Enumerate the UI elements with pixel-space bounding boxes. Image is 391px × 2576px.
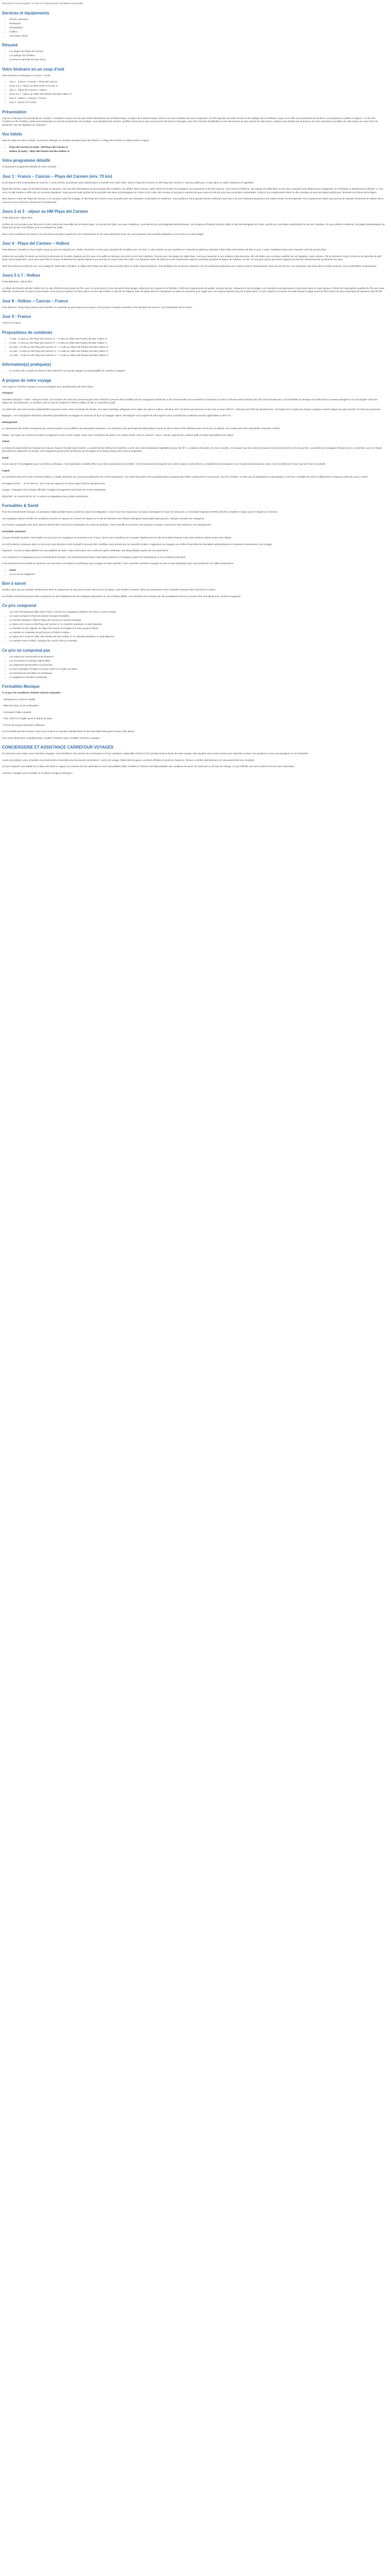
day-paragraph: Profitez de vos journées pour découvrir à votre rythme les merveilles de la Riviera Maya. Le cénote Dos Ojos, aux eaux cristallines, vous attend pour une baignade rafraîchissante. Les amateurs d'histoire pourront visiter le site archéologique de Tulum, perché sur une falaise surplombant la mer des Caraïbes. Si vous préférez la détente, les plages paradisiaques de Playa del Carmen sont idéales pour se prélasser au soleil. — [2, 223, 385, 229]
day-title: Jour 1 : France – Cancún – Playa del Carmen (env. 70 km) — [2, 174, 112, 179]
list-item: • Le transfert en bus régulier de Playa del Carmen à Chiquilá et le ferry jusqu'à Holbox — [9, 627, 385, 631]
list-item: • Les vols internationaux aller-retour Paris / Cancún sur compagnie régulière (vol direct ou avec escale) — [9, 611, 385, 614]
list-item: • 9 nuits : 3 nuits au HM Playa del Carmen 4* + 6 nuits au Villas HM Paraíso del Mar Holbox 4* — [9, 342, 385, 345]
mexico-formalities-title: Formalités Mexique — [2, 684, 40, 689]
presentation-section — [2, 110, 385, 127]
condition-line: - Billet de retour ou de continuation — [2, 704, 39, 707]
hotels-intro: Dans le cadre de votre combiné, vous serez hébergé en chambre standard dans des hôtels 4* à Playa del Carmen et Holbox selon le séjour : — [2, 139, 151, 142]
health-list — [2, 569, 385, 577]
day-paragraph: Petit déjeuner. Transfert en bus régulier jusqu'au port de Chiquilá (env. 3h30). Traversée en ferry pour rejoindre l'île d'Holbox (env. 20 min). À votre arrivée au port, transfert en voiturette de golf pour rejoindre l'hôtel Villas HM Paraíso del Mar 4* pour 4 nuits. Installation dans votre chambre et fin de journée libre. — [2, 248, 327, 251]
included-list — [2, 611, 385, 643]
concierge-title: CONCIERGERIE ET ASSISTANCE CARREFOUR VOYAGES — [2, 745, 113, 750]
list-item: • Les dépenses personnelles et pourboires — [9, 664, 385, 667]
condition-line: - Formulaire FMM complété — [2, 710, 31, 714]
about-trip-paragraph: Transferts aéroport – hôtel – aéroport inclus. Les horaires des vols sont communiqués à titre indicatif et peuvent être modifiés par les compagnies aériennes. Il est recommandé de se présenter à l'aéroport au moins 3 heures avant le départ pour les vols internationaux. Les transferts au Mexique sont effectués en navette partagée ou en bus régulier selon les étapes de votre itinéraire. Le transfert entre le port de Chiquilá et l'hôtel à Holbox se fait en voiturette de golf. — [2, 398, 378, 404]
list-item: • 7 nuits : 3 nuits au HM Playa del Carmen 4* + 4 nuits au Villas HM Paraíso del Mar Holbox 4* — [9, 337, 385, 341]
list-item: • Piscine extérieure — [9, 18, 385, 22]
list-item: • Jour 1 : France > Cancún > Playa del Carmen — [9, 80, 385, 84]
day-paragraph: Envol depuis Paris à destination de Cancún. À votre arrivée, accueil par notre représentant et transfert vers votre hôtel. Situé à Playa del Carmen, le HM Playa del Carmen 4* vous accueille pour 3 nuits dans un cadre chaleureux et agréable. — [2, 181, 254, 184]
combos-list — [2, 337, 385, 358]
day-paragraph: Petits déjeuners. Séjour libre. — [2, 216, 34, 219]
mexico-formalities-paragraph: Pour toute information complémentaire, veuillez contacter votre conseiller Carrefour Voyages. — [2, 736, 101, 739]
list-item: • Jour 8 : Holbox > Cancún > France — [9, 97, 385, 100]
program-title: Votre programme détaillé — [2, 158, 51, 163]
about-trip-paragraph: Langue : l'espagnol est la langue officielle, l'anglais est largement parlé dans les zones touristiques. — [2, 488, 107, 491]
good-to-know-title: Bon à savoir — [2, 581, 26, 586]
itinerary-summary-intro: Votre itinéraire au Mexique en 9 jours / 7 nuits : — [2, 74, 52, 77]
formalities-paragraph: Aucune formalité sanitaire n'est exigée à ce jour pour les voyageurs en provenance de France. Nous vous conseillons de consulter régulièrement le site de l'Institut Pasteur et de votre médecin traitant avant votre départ. — [2, 536, 232, 539]
practical-info-title: Information(s) pratique(s) — [2, 362, 51, 367]
list-item: • La taxe touristique d'Holbox et la taxe VISITAX à régler sur place — [9, 668, 385, 671]
list-item: • Le transfert aéroport / hôtel à Playa del Carmen en navette partagée — [9, 619, 385, 622]
mexico-formalities-paragraph: Les formalités peuvent évoluer. Nous vous invitons à consulter régulièrement le site www.diplomatie.gouv.fr avant votre départ. — [2, 730, 135, 733]
formalities-paragraph: Les informations contenues dans ce document sont données à titre indicatif et peuvent être modifiées sans préavis par les autorités locales. Il appartient au voyageur de vérifier l'ensemble des formalités administratives et sanitaires nécessaires à son voyage. — [2, 543, 273, 546]
concierge-paragraph: En réservant votre séjour avec Carrefour Voyages, vous bénéficiez d'un service de conciergerie et d'une assistance disponible 24h/24 et 7j/7 pendant toute la durée de votre voyage. Nos équipes sont à votre écoute pour répondre à toutes vos questions et vous accompagner en cas d'imprévu. — [2, 752, 309, 755]
not-included-title: Ce prix ne comprend pas — [2, 648, 51, 653]
list-item: • Le séjour de 3 nuits au HM Playa del Carmen 4* en chambre standard, en petit déjeuner — [9, 623, 385, 626]
good-to-know-section — [2, 581, 385, 598]
list-item: • 14 nuits : 7 nuits au HM Playa del Carmen 4* + 7 nuits au Villas HM Paraíso del Mar Holbox 4* — [9, 354, 385, 358]
practical-info-section — [2, 362, 385, 373]
combos-title: Propositions de combinés — [2, 330, 53, 335]
list-item: • Le séjour de 4 nuits au Villas HM Paraíso del Mar Holbox 4* en chambre standard, en petit déjeuner — [9, 635, 385, 639]
good-to-know-paragraph: Veuillez noter que les activités mentionnées dans le programme ne sont pas incluses dans le prix du séjour, sauf mention contraire. Elles sont proposées à titre indicatif et peuvent être réservées sur place. — [2, 588, 216, 591]
formalities-title: Formalités & Santé — [2, 503, 39, 508]
included-title: Ce prix comprend — [2, 603, 37, 608]
subheading: Santé — [2, 456, 9, 459]
subheading: Formalités sanitaires — [2, 530, 26, 533]
services-list — [2, 18, 385, 38]
hotels-list — [2, 146, 385, 154]
day-title: Jours 5 à 7 : Holbox — [2, 273, 41, 278]
about-trip-title: A propos de votre voyage — [2, 378, 52, 383]
intro-line: Découvrez le jour proposé ! Ce prix ne comprend pas Formalités Covid guide — [2, 2, 84, 5]
concierge-paragraph: Avant votre départ, votre conseiller vous transmettra l'ensemble des documents nécessaires : carnet de voyage, billets électroniques, vouchers d'hôtels et numéros d'urgence. Pensez à vérifier attentivement ces documents dès leur réception. — [2, 758, 255, 761]
hotels-section — [2, 132, 385, 153]
good-to-know-paragraph: Les hôtels mentionnés peuvent être remplacés par des établissements de catégorie équivalente en cas d'indisponibilité. Les transferts sont assurés par des prestataires locaux et peuvent être mutualisés avec d'autres voyageurs. — [2, 595, 241, 598]
condition-line: - Taxe VISITAX à régler avant le départ du pays — [2, 717, 52, 720]
formalities-paragraph: Ces conditions ne s'appliquent qu'aux ressortissants français. Les ressortissants d'autres nationalités doivent se renseigner auprès de l'ambassade ou du consulat du Mexique. — [2, 555, 186, 558]
day-title: Jours 2 et 3 : séjour au HM Playa del Carmen — [2, 209, 88, 214]
list-item: • Holbox (4 nuits) : Villas HM Paraíso del Mar Holbox 4* — [9, 150, 385, 154]
list-item: • Les plages de Playa del Carmen — [9, 50, 385, 54]
list-item: • 11 nuits : 5 nuits au HM Playa del Carmen 4* + 6 nuits au Villas HM Paraíso del Mar Holbox 4* — [9, 350, 385, 353]
about-trip-paragraph: Décalage horaire : - 7h en hiver et - 6h en été par rapport à la France dans l'État de Quintana Roo. — [2, 482, 106, 485]
list-item: • Jour 4 : Playa del Carmen > Holbox — [9, 89, 385, 92]
subheading: Hébergement — [2, 420, 18, 423]
day-title: Jour 4 : Playa del Carmen – Holbox — [2, 241, 70, 246]
subheading: Transport — [2, 392, 13, 394]
list-item: • Les assurances annulation et multirisque — [9, 672, 385, 675]
list-item: • Le supplément chambre individuelle — [9, 676, 385, 680]
list-item: • Jours 2 à 3 : séjour au Mimi Hotel & Cenote 4* — [9, 84, 385, 88]
about-trip-paragraph: Les tarifs des vols sont soumis à disponibilité et peuvent varier selon la période de l'année. Une taxe touristique obligatoire est à régler sur place à Holbox, d'environ 30 à 40 pesos par personne et par nuit. La taxe VISITAX, instaurée par l'État de Quintana Roo, est également à régler par chaque voyageur avant le départ du pays (environ 20 USD par personne). — [2, 408, 381, 411]
document-page — [0, 0, 387, 775]
formalities-paragraph: Pour les ressortissants français, un passeport valide pendant toute la durée du séjour est obligatoire. Aucun visa n'est requis pour un séjour touristique de moins de 180 jours. Un formulaire migratoire (FMM) doit être complété en ligne avant le départ ou à l'arrivée. — [2, 511, 278, 513]
concierge-paragraph: Les prix indiqués sont établis sur la base des tarifs en vigueur au moment de leur publication et sont susceptibles d'être modifiés en fonction des disponibilités, des variations de taxes, de carburant ou de taux de change. Le prix définitif vous sera confirmé lors de votre réservation. — [2, 765, 296, 768]
program-intro: Ci-dessous le programme détaillé de votre combiné. — [2, 165, 57, 168]
about-trip-section — [2, 378, 385, 499]
list-item: • 10 nuits : 3 nuits au HM Playa del Carmen 4* + 7 nuits au Villas HM Paraíso del Mar Holbox 4* — [9, 346, 385, 349]
about-trip-paragraph: Le classement des hôtels correspond aux normes locales et peut différer des standards européens. Les chambres sont généralement disponibles à partir de 15h et doivent être libérées avant 12h le jour du départ. Une caution peut être demandée à l'arrivée à l'hôtel. — [2, 427, 281, 430]
list-item: • Les taxes aéroport et frais de dossier (montant révisable) — [9, 615, 385, 618]
subheading: Climat — [2, 440, 10, 443]
list-item: • Le transfert en voiturette de golf du port à l'hôtel à Holbox — [9, 631, 385, 635]
about-trip-intro: Votre agence Carrefour Voyages vous accompagne pour la préparation de votre séjour : — [2, 385, 95, 388]
list-item: • Coiffeur — [9, 30, 385, 34]
formalities-paragraph: Important : les prix et disponibilités sont susceptibles de varier. Votre réservation sera confirmée après vérification des disponibilités auprès de nos partenaires. — [2, 549, 169, 552]
combos-section — [2, 330, 385, 358]
presentation-paragraph: Cap sur le Mexique et la presqu'île du Yucatán ! Considéré comme l'un des plus belles destinations de la Riviera Maya, la région de la Riviera Maya, entre la mer des Caraïbes aux eaux turquoises, la forêt tropicale aux mille secrets et les vestiges de la civilisation maya, vous offre une parenthèse de bonheur. Ce programme combine 2 régions : la côte des Caraïbes et l'île d'Holbox, petite perle préservée au nord de la péninsule. De la plage, vous rejoindrez les cenotes, gouffres d'eau douce que vous pourrez découvrir en plongée, pour des moments inoubliables et une découverte du parc naturel de Sian Ka'an. Laissez-vous séduire par la douceur de vivre mexicaine et profitez de votre séjour au cœur d'une île préservée, loin de l'agitation du continent ! — [2, 116, 378, 126]
formalities-paragraph: Les voyageurs doivent vérifier les conditions d'entrée en vigueur au moment du départ sur le site du Ministère des Affaires étrangères (www.diplomatie.gouv.fr), rubrique Conseils aux voyageurs. — [2, 517, 205, 520]
day-paragraph: Le Villas HM Paraíso del Mar Holbox est l'un des hôtels les plus prisés de l'île, avec un accès direct à l'une des plus belles plages. Idéal pour les couples et les familles, il offre des équipements de qualité, incluant piscine, restaurant et bar de plage. Les chambres sont spacieuses et décorées dans un style typique. Profitez de l'atmosphère paisible de l'île pour vous détendre et découvrir la nature environnante. Vous pourrez explorer les îlots voisins comme Isla Pasión ou Isla de los Pájaros, faire du kayak dans les mangroves ou partir en excursion pour nager avec les requins-baleines (de juin à septembre). Le soir, admirez le coucher de soleil depuis la plage avant de dîner dans l'un des restaurants de poissons frais de l'île. — [2, 286, 385, 293]
condition-line: - Preuve de moyens financiers suffisants — [2, 723, 45, 726]
condition-line: - Passeport en cours de validité — [2, 698, 36, 701]
subheading: Argent — [2, 469, 10, 472]
day-paragraph: Playa del Carmen, joyau de la Riviera Maya au Mexique, est l'une des destinations les plus prisées des Caraïbes. Sa célèbre 5ème Avenue, artère piétonne bordée de boutiques, de restaurants et de bars animés, vous invite à la flânerie. Ses plages de sable blanc et ses eaux turquoise sont idéales pour la baignade, le snorkeling ou simplement la détente. Le soir venu, la ville s'anime et offre une vie nocturne trépidante. Vous pourrez aussi profiter de la proximité des sites archéologiques de Tulum et de Cobá, des cenotes et des parcs naturels tels que Xcaret et Xel-Há, pour des excursions mémorables. Grâce à son emplacement idéal, la ville constitue un point de départ parfait pour découvrir les trésors de la région. — [2, 188, 384, 194]
services-section — [2, 11, 385, 38]
list-item: • Climatisation — [9, 26, 385, 30]
about-trip-paragraph: Repas : les repas non mentionnés dans le programme sont à votre charge. Nous vous conseillons de goûter à la cuisine locale, riche en saveurs : tacos, ceviche, guacamole, poisson grillé et autres spécialités de la région. — [2, 433, 234, 436]
list-item: • Concierge 24h/24 — [9, 35, 385, 38]
list-item: • Restaurant — [9, 22, 385, 26]
about-trip-paragraph: Bagages : Les compagnies aériennes autorisent généralement un bagage en soute de 23 kg et un bagage cabine. Renseignez-vous auprès de votre agence pour connaître les conditions exactes applicables à votre vol. — [2, 414, 232, 417]
itinerary-summary-section — [2, 67, 385, 105]
day-title: Jour 9 : France — [2, 314, 31, 319]
mexico-formalities-subtitle: À ce jour, les conditions d'entrée sont les suivantes : — [2, 691, 62, 694]
day-paragraph: Nous vous conseillons de réserver vos excursions sur place auprès de notre représentant ou de notre partenaire local, qui vous proposera des activités adaptées à vos envies et à votre budget. — [2, 232, 204, 235]
list-item: • Aucun vaccin obligatoire — [9, 573, 385, 577]
about-trip-paragraph: Le climat de la péninsule du Yucatán est tropical, chaud et humide toute l'année. La saison sèche s'étend de novembre à avril, avec des températures agréables autour de 28°C. La saison des pluies, de mai à octobre, est marquée par des averses souvent courtes et intenses en fin de journée. La période des ouragans s'étend de juin à novembre, avec un risque plus élevé en septembre et octobre. Des sargasses peuvent être présentes sur les plages de la Riviera Maya entre avril et septembre. — [2, 446, 382, 452]
list-item: • Le contenu de ce guide est donné à titre indicatif et ne saurait engager la responsabilité de Carrefour Voyages. — [9, 369, 385, 373]
presentation-title: Présentation — [2, 109, 27, 114]
day-paragraph: Situé directement en bord de mer, sur la plage de sable blanc d'Holbox, le Villas HM Paraíso del Mar vous accueille dans un cadre naturel préservé. Vous profiterez de sa piscine extérieure, de son restaurant proposant une cuisine locale et internationale, ainsi que de son bar. Les chambres, décorées dans un style mexicain, sont confortables et spacieuses. — [2, 264, 377, 267]
day-paragraph: Arrivée en France. — [2, 321, 22, 324]
resume-list — [2, 50, 385, 62]
list-item: • Jour 9 : arrivée en France — [9, 101, 385, 105]
not-included-section — [2, 648, 385, 680]
about-trip-paragraph: La monnaie locale est le peso mexicain (MXN). Le dollar américain est souvent accepté dans les zones touristiques. Les cartes bancaires sont acceptées dans la plupart des hôtels, restaurants et commerces. Sur l'île d'Holbox, il existe peu de distributeurs automatiques, il est donc conseillé de prévoir suffisamment d'espèces avant de vous y rendre. — [2, 476, 369, 478]
list-item: • La réserve naturelle de Sian Ka'an — [9, 58, 385, 62]
list-item: • La mystique île d'Holbox — [9, 54, 385, 58]
practical-info-list — [2, 369, 385, 373]
day-paragraph: Situé dans le centre de Playa del Carmen, à 10 minutes à pied de la plage, le HM Playa del Carmen vous accueille dans ses chambres confortables et modernes. Vous profiterez d'une grande piscine extérieure avec bar et de son restaurant proposant une cuisine locale et internationale. Son emplacement idéal vous permet de rejoindre facilement la célèbre 5ème Avenue et ses nombreux commerces et restaurants. — [2, 197, 384, 204]
program-section — [2, 158, 385, 325]
formalities-section — [2, 503, 385, 576]
itinerary-summary-list — [2, 80, 385, 105]
about-trip-paragraph: Électricité : le courant est de 127 V, prévoir un adaptateur pour prises américaines. — [2, 495, 89, 498]
list-item: • Jours 5 à 7 : séjour au Villas HM Paraíso del Mar Holbox 4* — [9, 93, 385, 96]
day-title: Jour 8 : Holbox – Cancún – France — [2, 298, 69, 303]
services-title: Services et équipements — [2, 10, 50, 15]
day-paragraph: Holbox est une petite île située au nord de la péninsule du Yucatán, baignée par les eaux où le golfe du Mexique rencontre la mer des Caraïbes. Connue pour ses plages de sable blanc, ses eaux turquoise et son ambiance décontractée, elle est idéale pour un séjour paisible loin de l'agitation. Sans voitures, l'île se découvre à pied, à vélo ou en voiturette de golf. Entre mai et septembre, vous aurez peut-être la chance d'observer les requins-baleines qui viennent se nourrir près des côtes. Les flamants roses, les pélicans et de nombreuses espèces d'oiseaux peuplent la lagune de Yalahau. Le soir, ne manquez pas le spectacle magique du plancton bioluminescent qui illumine les eaux. — [2, 255, 382, 261]
day-paragraph: Petit déjeuner. Temps libre jusqu'à votre transfert en voiturette de golf jusqu'au port puis en ferry jusqu'à Chiquilá et transfert vers l'aéroport de Cancún. Vol à destination de la France. — [2, 306, 193, 309]
concierge-paragraph: Carrefour Voyages vous souhaite un excellent voyage au Mexique ! — [2, 771, 73, 774]
list-item: • Les excursions et activités optionnelles — [9, 659, 385, 663]
formalities-paragraph: Les mineurs voyageant sans leurs parents doivent être munis d'une autorisation de sortie du territoire. Il est conseillé de souscrire une assurance voyage couvrant les frais médicaux et le rapatriement. — [2, 523, 212, 526]
about-trip-paragraph: Aucun vaccin n'est obligatoire pour se rendre au Mexique. Il est cependant conseillé d'être à jour des vaccinations universelles. Il est recommandé d'emporter une crème solaire à indice élevé, un répulsif anti-moustiques et une trousse à pharmacie de base. Il est conseillé de ne boire que de l'eau en bouteille. — [2, 463, 326, 465]
list-item: • Le transfert retour Holbox / aéroport de Cancún (ferry et navette) — [9, 639, 385, 643]
formalities-paragraph: Il est fortement recommandé de souscrire une assurance annulation et multirisque pour voyager en toute sérénité. Votre conseiller Carrefour Voyages se tient à votre disposition pour vous présenter nos offres d'assurance. — [2, 562, 234, 565]
list-item: • Playa del Carmen (3 nuits) : HM Playa del Carmen 4* — [9, 146, 385, 149]
resume-section — [2, 43, 385, 62]
concierge-section — [2, 745, 385, 775]
included-section — [2, 603, 385, 643]
day-paragraph: Petits déjeuners. Séjour libre. — [2, 280, 34, 283]
not-included-list — [2, 655, 385, 680]
list-item: • Santé — [9, 569, 385, 572]
list-item: • Les repas non mentionnés et les boissons — [9, 655, 385, 659]
mexico-formalities-section — [2, 684, 385, 740]
itinerary-summary-title: Votre itinéraire en un coup d'oeil — [2, 66, 64, 72]
hotels-title: Vos hôtels — [2, 132, 22, 137]
resume-title: Résumé — [2, 43, 18, 47]
